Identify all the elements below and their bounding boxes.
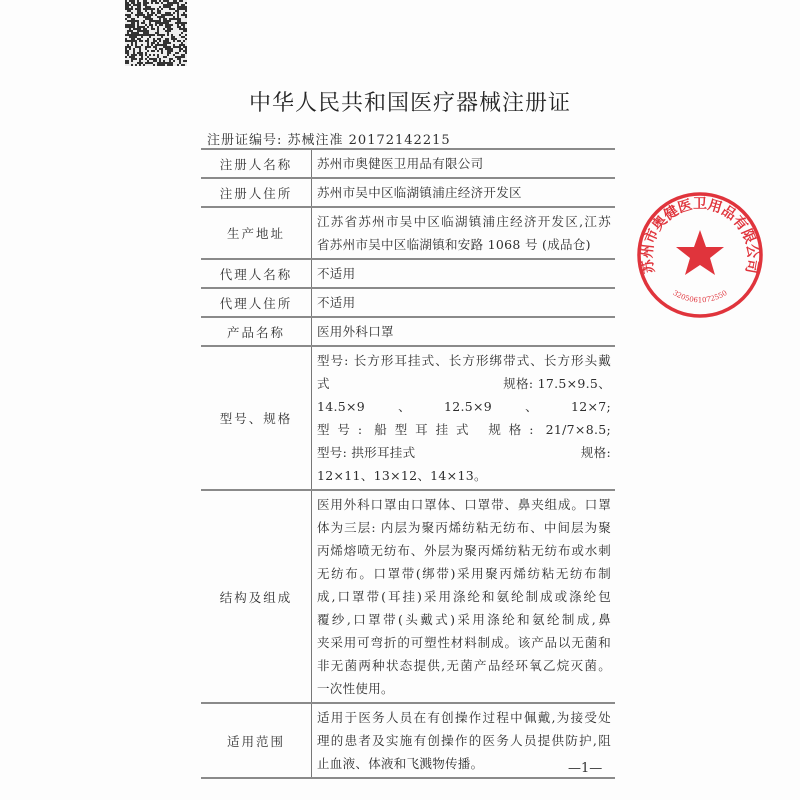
text-line: 医用外科口罩由口罩体、口罩带、鼻夹组成。口罩 <box>317 497 611 512</box>
text-line: 体为三层: 内层为聚丙烯纺粘无纺布、中间层为聚 <box>317 520 611 535</box>
field-label: 注册人名称 <box>201 149 312 178</box>
text-line: 苏州市奥健医卫用品有限公司 <box>317 156 484 171</box>
seal-text: 苏州市奥健医卫用品有限公司 <box>639 196 761 275</box>
table-row <box>201 207 615 259</box>
field-value <box>312 490 616 703</box>
text-line: 止血液、体液和飞溅物传播。 <box>317 756 484 771</box>
text-segment: 式 <box>317 376 330 391</box>
svg-text:3205061072550 <box>671 289 728 304</box>
text-line: 非无菌两种状态提供,无菌产品经环氧乙烷灭菌。 <box>317 658 611 673</box>
text-line: 成,口罩带(耳挂)采用涤纶和氨纶制成或涤纶包 <box>317 589 611 604</box>
text-line: 覆纱,口罩带(头戴式)采用涤纶和氨纶制成,鼻 <box>317 612 611 627</box>
text-segment: 规格: 17.5×9.5、 <box>503 376 611 391</box>
table-row <box>201 149 615 178</box>
table-row <box>201 317 615 346</box>
seal-number: 3205061072550 <box>671 288 729 305</box>
text-line: 适用于医务人员在有创操作过程中佩戴,为接受处 <box>317 710 611 725</box>
text-line: 型号: 长方形耳挂式、长方形绑带式、长方形头戴 <box>317 353 611 368</box>
text-segment: 规格: <box>580 445 611 460</box>
company-seal <box>635 190 765 320</box>
text-line: 不适用 <box>317 266 356 281</box>
field-value <box>312 317 616 346</box>
text-line <box>317 441 611 464</box>
field-label: 结构及组成 <box>201 490 312 703</box>
field-label: 代理人名称 <box>201 259 312 288</box>
text-line: 省苏州市吴中区临湖镇和安路 1068 号 (成品仓) <box>317 237 591 252</box>
table-row <box>201 288 615 317</box>
field-label: 型号、规格 <box>201 346 312 490</box>
text-line: 苏州市吴中区临湖镇浦庄经济开发区 <box>317 185 522 200</box>
text-line: 夹采用可弯折的可塑性材料制成。该产品以无菌和 <box>317 635 611 650</box>
field-label: 产品名称 <box>201 317 312 346</box>
field-label: 适用范围 <box>201 703 312 778</box>
text-line: 理的患者及实施有创操作的医务人员提供防护,阻 <box>317 733 611 748</box>
text-line: 一次性使用。 <box>317 681 394 696</box>
text-line: 14.5×9、12.5×9、12×7; <box>317 399 611 414</box>
document-title: 中华人民共和国医疗器械注册证 <box>248 91 571 116</box>
text-line <box>317 372 611 395</box>
field-value <box>312 346 616 490</box>
field-value <box>312 149 616 178</box>
qr-code <box>125 0 187 66</box>
registration-number-value: 苏械注准 20172142215 <box>287 133 451 148</box>
table-row <box>201 490 615 703</box>
field-value <box>312 178 616 207</box>
registration-number-label: 注册证编号: <box>207 133 283 148</box>
field-value <box>312 288 616 317</box>
text-line: 丙烯熔喷无纺布、外层为聚丙烯纺粘无纺布或水刺 <box>317 543 611 558</box>
text-line: 12×11、13×12、14×13。 <box>317 468 487 483</box>
table-row <box>201 703 615 778</box>
text-line: 医用外科口罩 <box>317 324 394 339</box>
field-label: 注册人住所 <box>201 178 312 207</box>
field-label: 代理人住所 <box>201 288 312 317</box>
seal-star-icon <box>676 230 724 275</box>
text-segment: 型号: 拱形耳挂式 <box>317 445 416 460</box>
certificate-table <box>201 148 615 779</box>
field-label: 生产地址 <box>201 207 312 259</box>
page-number: —1— <box>568 761 603 776</box>
text-line: 不适用 <box>317 295 356 310</box>
field-value <box>312 207 616 259</box>
text-line: 无纺布。口罩带(绑带)采用聚丙烯纺粘无纺布制 <box>317 566 611 581</box>
table-row <box>201 346 615 490</box>
registration-number <box>207 129 451 148</box>
field-value <box>312 259 616 288</box>
text-line: 型号: 船型耳挂式 规格: 21/7×8.5; <box>317 422 611 437</box>
table-row <box>201 259 615 288</box>
table-row <box>201 178 615 207</box>
text-line: 江苏省苏州市吴中区临湖镇浦庄经济开发区,江苏 <box>317 214 611 229</box>
